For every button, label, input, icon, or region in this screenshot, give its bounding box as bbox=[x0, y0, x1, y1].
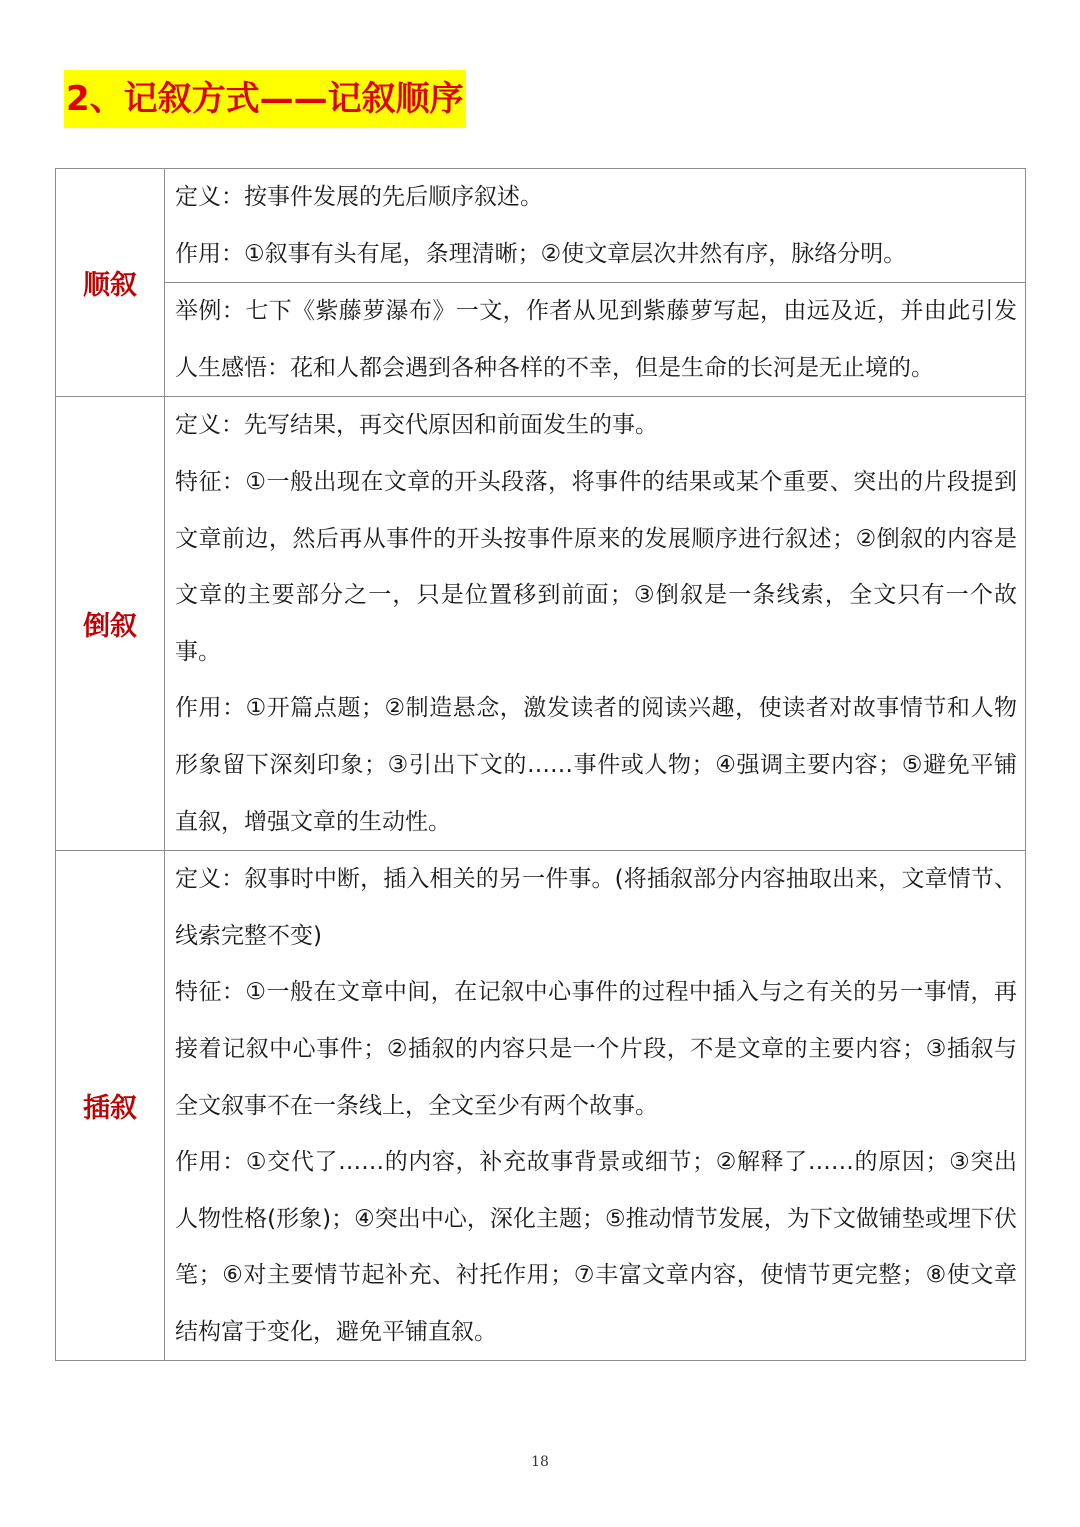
paragraph: 举例：七下《紫藤萝瀑布》一文，作者从见到紫藤萝写起，由远及近，并由此引发人生感悟：花和人都会遇到各种各样的不幸，但是生命的长河是无止境的。 bbox=[175, 298, 1017, 381]
paragraph: 作用：①交代了……的内容，补充故事背景或细节；②解释了……的原因；③突出人物性格(形象)；④突出中心，深化主题；⑤推动情节发展，为下文做铺垫或埋下伏笔；⑥对主要情节起补充、衬托作用；⑦丰富文章内容，使情节更完整；⑧使文章结构富于变化，避免平铺直叙。 bbox=[175, 1149, 1017, 1345]
paragraph: 特征：①一般出现在文章的开头段落，将事件的结果或某个重要、突出的片段提到文章前边，然后再从事件的开头按事件原来的发展顺序进行叙述；②倒叙的内容是文章的主要部分之一，只是位置移到前面；③倒叙是一条线索，全文只有一个故事。 bbox=[175, 468, 1017, 665]
paragraph: 定义：叙事时中断，插入相关的另一件事。(将插叙部分内容抽取出来，文章情节、线索完整不变) bbox=[175, 866, 1017, 949]
page-number: 18 bbox=[531, 1454, 549, 1470]
paragraph: 特征：①一般在文章中间，在记叙中心事件的过程中插入与之有关的另一事情，再接着记叙中心事件；②插叙的内容只是一个片段，不是文章的主要内容；③插叙与全文叙事不在一条线上，全文至少有两个故事。 bbox=[175, 979, 1017, 1119]
row-label-daoxu: 倒叙 bbox=[56, 397, 165, 851]
row-label-shunxu: 顺叙 bbox=[56, 169, 165, 397]
content-cell bbox=[165, 397, 1026, 851]
table-row bbox=[56, 283, 1026, 397]
table-row bbox=[56, 851, 1026, 1361]
paragraph: 定义：按事件发展的先后顺序叙述。 bbox=[175, 184, 543, 210]
row-label-chaxu: 插叙 bbox=[56, 851, 165, 1361]
paragraph: 作用：①叙事有头有尾，条理清晰；②使文章层次井然有序，脉络分明。 bbox=[175, 240, 907, 267]
paragraph: 定义：先写结果，再交代原因和前面发生的事。 bbox=[175, 412, 658, 439]
table-row bbox=[56, 397, 1026, 851]
content-cell bbox=[165, 851, 1026, 1361]
page-title: 2、记叙方式——记叙顺序 bbox=[64, 70, 466, 128]
narrative-order-table bbox=[55, 168, 1026, 1361]
content-cell bbox=[165, 169, 1026, 283]
content-cell bbox=[165, 283, 1026, 397]
paragraph: 作用：①开篇点题；②制造悬念，激发读者的阅读兴趣，使读者对故事情节和人物形象留下深刻印象；③引出下文的……事件或人物；④强调主要内容；⑤避免平铺直叙，增强文章的生动性。 bbox=[175, 695, 1017, 835]
table-row bbox=[56, 169, 1026, 283]
